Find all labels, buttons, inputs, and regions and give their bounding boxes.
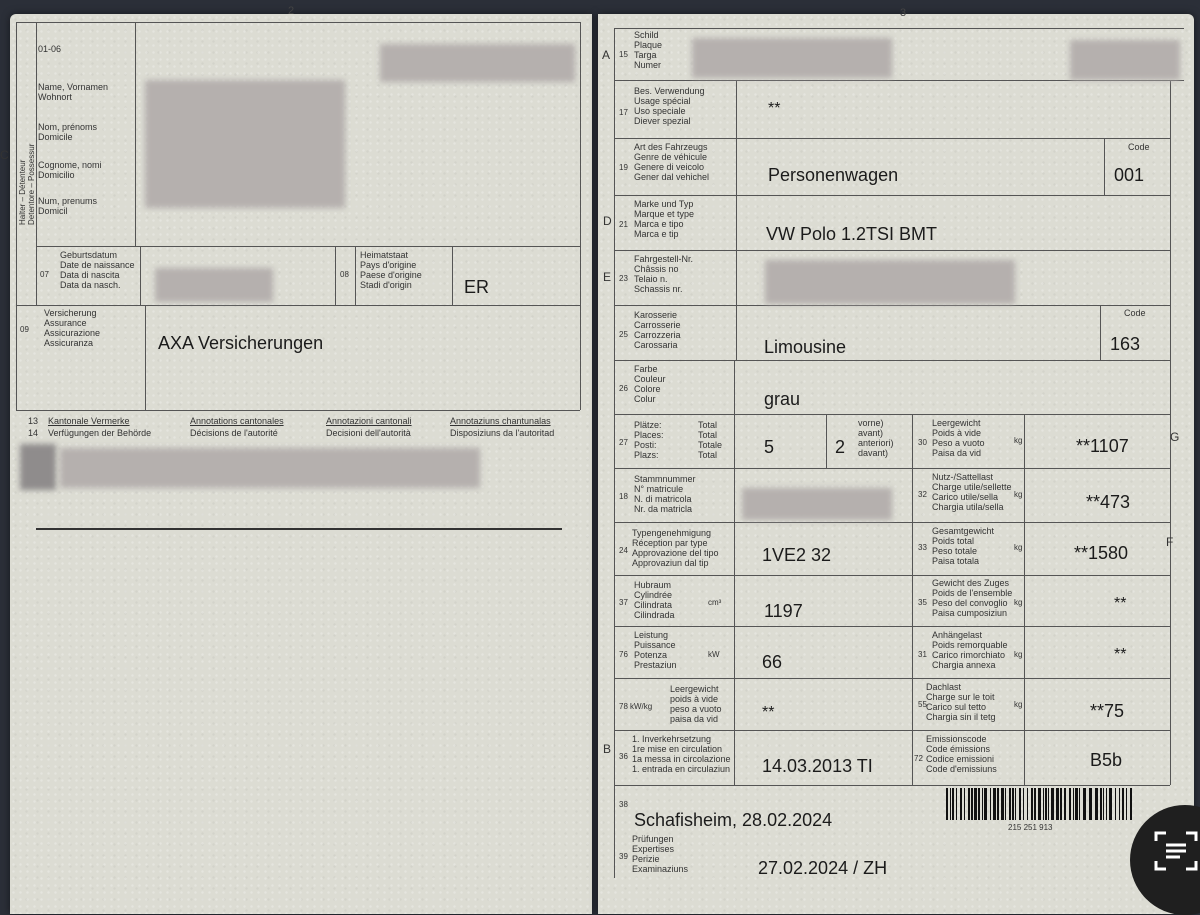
roof-load-value: **75 <box>1090 701 1125 721</box>
remarks-de-1: Kantonale Vermerke <box>48 416 130 426</box>
margin-letter-g: G <box>1170 430 1180 444</box>
rule <box>355 246 356 305</box>
barcode-bar <box>1027 788 1028 820</box>
barcode-bar <box>1089 788 1092 820</box>
barcode-bar <box>1095 788 1098 820</box>
barcode-bar <box>1048 788 1049 820</box>
remarks-de-2: Verfügungen der Behörde <box>48 428 152 438</box>
barcode-bar <box>1005 788 1006 820</box>
rule <box>452 246 453 305</box>
displacement-unit: cm³ <box>708 598 722 607</box>
plate-num: 15 <box>619 50 628 59</box>
rule <box>614 575 1170 576</box>
margin-letter-c: C <box>0 148 9 162</box>
barcode <box>946 788 1134 822</box>
rule <box>36 246 580 247</box>
emission-label: Emissionscode Code émissions Codice emissioni Code d'emissiuns <box>926 734 997 774</box>
roof-load-label: Dachlast Charge sur le toit Carico sul tetto Chargia sin il tetg <box>926 682 996 722</box>
rule <box>614 250 1170 251</box>
body-value: Limousine <box>764 337 847 357</box>
special-use-num: 17 <box>619 108 628 117</box>
power-unit: kW <box>708 650 720 659</box>
margin-letter-d: D <box>603 214 612 228</box>
rule <box>140 246 141 305</box>
inspections-num: 39 <box>619 852 628 861</box>
barcode-bar <box>950 788 951 820</box>
barcode-bar <box>1060 788 1062 820</box>
rule <box>736 80 737 360</box>
barcode-bar <box>1069 788 1071 820</box>
body-label: Karosserie Carrosserie Carrozzeria Carossaria <box>634 310 681 350</box>
rule <box>614 305 1170 306</box>
redacted-block <box>765 260 1015 304</box>
type-approval-value: 1VE2 32 <box>762 545 832 565</box>
vehicle-type-code-label: Code <box>1128 142 1150 152</box>
rule <box>826 414 827 468</box>
payload-num: 32 <box>918 490 927 499</box>
barcode-bar <box>968 788 970 820</box>
displacement-value: 1197 <box>764 601 803 621</box>
rule <box>580 22 581 410</box>
barcode-bar <box>952 788 954 820</box>
seats-num: 27 <box>619 438 628 447</box>
power-weight-value: ** <box>762 704 775 721</box>
issue-num: 38 <box>619 800 628 809</box>
power-weight-label: Leergewicht poids à vide peso a vuoto paisa da vid <box>670 684 722 724</box>
page-number-right: 3 <box>900 7 907 19</box>
rule <box>16 22 17 410</box>
origin-value: ER <box>464 277 490 297</box>
rule <box>614 360 1170 361</box>
rule <box>614 626 1170 627</box>
birth-label: Geburtsdatum Date de naissance Data di nascita Data da nasch. <box>60 250 135 290</box>
rule <box>614 730 1170 731</box>
rule <box>734 360 735 785</box>
rule <box>614 28 615 878</box>
barcode-bar <box>984 788 987 820</box>
remarks-it-2: Decisioni dell'autorità <box>326 428 411 438</box>
barcode-bar <box>1009 788 1011 820</box>
barcode-bar <box>1126 788 1127 820</box>
barcode-bar <box>1109 788 1112 820</box>
roof-load-num: 55 <box>918 700 927 709</box>
barcode-bar <box>956 788 957 820</box>
empty-weight-unit: kg <box>1014 436 1023 445</box>
trailer-load-label: Anhängelast Poids remorquable Carico rimorchiato Chargia annexa <box>932 630 1008 670</box>
holder-range: 01-06 <box>38 44 62 54</box>
empty-weight-label: Leergewicht Poids à vide Peso a vuoto Paisa da vid <box>932 418 985 458</box>
remarks-fr-2: Décisions de l'autorité <box>190 428 278 438</box>
barcode-bar <box>1106 788 1107 820</box>
seats-front-label: vorne) avant) anteriori) davant) <box>858 418 894 458</box>
barcode-bar <box>1115 788 1116 820</box>
total-weight-value: **1580 <box>1074 543 1129 563</box>
power-label: Leistung Puissance Potenza Prestaziun <box>634 630 677 670</box>
vehicle-type-code: 001 <box>1114 165 1145 185</box>
signature-line <box>36 528 562 530</box>
redacted-block <box>380 44 575 82</box>
trailer-load-value: ** <box>1114 646 1127 663</box>
displacement-num: 37 <box>619 598 628 607</box>
barcode-bar <box>1051 788 1054 820</box>
total-weight-num: 33 <box>918 543 927 552</box>
insurance-label: Versicherung Assurance Assicurazione Assicuranza <box>44 308 101 348</box>
rule <box>614 522 1170 523</box>
displacement-label: Hubraum Cylindrée Cilindrata Cilindrada <box>634 580 675 620</box>
power-weight-unit: kW/kg <box>630 702 653 711</box>
rule <box>1024 414 1025 785</box>
barcode-bar <box>1056 788 1059 820</box>
holder-name-label: Name, Vornamen Wohnort <box>38 82 109 102</box>
barcode-bar <box>1001 788 1004 820</box>
redacted-block <box>742 488 892 520</box>
rule <box>16 410 580 411</box>
holder-side-label: Halter – Détenteur Detentore – Possessur <box>18 143 36 225</box>
barcode-bar <box>971 788 973 820</box>
barcode-bar <box>982 788 983 820</box>
barcode-bar <box>1012 788 1014 820</box>
chassis-num: 23 <box>619 274 628 283</box>
origin-label: Heimatstaat Pays d'origine Paese d'origine Stadi d'origin <box>360 250 422 290</box>
payload-value: **473 <box>1086 492 1131 512</box>
remarks-fr-1: Annotations cantonales <box>190 416 284 426</box>
margin-letter-e: E <box>603 270 612 284</box>
birth-num: 07 <box>40 270 49 279</box>
barcode-bar <box>990 788 991 820</box>
seats-total: 5 <box>764 437 775 457</box>
body-code: 163 <box>1110 334 1141 354</box>
body-num: 25 <box>619 330 628 339</box>
barcode-bar <box>1079 788 1080 820</box>
barcode-bar <box>1075 788 1078 820</box>
train-weight-num: 35 <box>918 598 927 607</box>
barcode-bar <box>1019 788 1021 820</box>
barcode-bar <box>1100 788 1102 820</box>
rule <box>614 195 1170 196</box>
first-reg-num: 36 <box>619 752 628 761</box>
power-value: 66 <box>762 652 783 672</box>
payload-unit: kg <box>1014 490 1023 499</box>
insurance-num: 09 <box>20 325 29 334</box>
color-value: grau <box>764 389 801 409</box>
holder-name-rm: Num, prenums Domicil <box>38 196 98 216</box>
barcode-bar <box>1103 788 1104 820</box>
margin-letter-f: F <box>1166 535 1174 549</box>
barcode-bar <box>1045 788 1047 820</box>
rule <box>614 28 1184 29</box>
vehicle-type-label: Art des Fahrzeugs Genre de véhicule Genere di veicolo Gener dal vehichel <box>634 142 710 182</box>
make-num: 21 <box>619 220 628 229</box>
barcode-bar <box>1015 788 1016 820</box>
barcode-bar <box>1073 788 1074 820</box>
rule <box>1104 138 1105 195</box>
rule <box>335 246 336 305</box>
master-no-num: 18 <box>619 492 628 501</box>
inspections-label: Prüfungen Expertises Perizie Examinaziuns <box>632 834 689 874</box>
barcode-bar <box>1130 788 1132 820</box>
redacted-block <box>155 268 273 302</box>
roof-load-unit: kg <box>1014 700 1023 709</box>
remarks-num-2: 14 <box>28 428 39 438</box>
barcode-bar <box>1034 788 1036 820</box>
rule <box>912 414 913 785</box>
origin-num: 08 <box>340 270 349 279</box>
seats-front: 2 <box>835 437 846 457</box>
rule <box>1100 305 1101 360</box>
first-reg-label: 1. Inverkehrsetzung 1re mise en circulation 1a messa in circolazione 1. entrada en circulaziun <box>632 734 731 774</box>
power-weight-num: 78 <box>619 702 628 711</box>
remarks-it-1: Annotazioni cantonali <box>326 416 412 426</box>
barcode-bar <box>1043 788 1044 820</box>
rule <box>614 414 1170 415</box>
barcode-bar <box>960 788 962 820</box>
barcode-bar <box>1064 788 1066 820</box>
rule <box>614 138 1170 139</box>
payload-label: Nutz-/Sattellast Charge utile/sellette Carico utile/sella Chargia utila/sella <box>932 472 1012 512</box>
rule <box>16 22 580 23</box>
type-approval-num: 24 <box>619 546 628 555</box>
barcode-bar <box>1023 788 1024 820</box>
barcode-bar <box>946 788 948 820</box>
barcode-bar <box>1038 788 1041 820</box>
seats-total-label: Total Total Totale Total <box>698 420 723 460</box>
redacted-block <box>145 80 345 208</box>
redacted-block <box>692 38 892 78</box>
barcode-bar <box>1119 788 1120 820</box>
make-label: Marke und Typ Marque et type Marca e tipo Marca e tip <box>634 199 695 239</box>
holder-name-fr: Nom, prénoms Domicile <box>38 122 98 142</box>
empty-weight-value: **1107 <box>1076 436 1129 456</box>
total-weight-unit: kg <box>1014 543 1023 552</box>
redacted-block <box>20 444 56 490</box>
page-number-left: 2 <box>288 5 295 17</box>
barcode-bar <box>978 788 980 820</box>
first-reg-value: 14.03.2013 TI <box>762 756 873 776</box>
rule <box>614 785 1170 786</box>
barcode-bar <box>964 788 965 820</box>
total-weight-label: Gesamtgewicht Poids total Peso totale Paisa totala <box>932 526 995 566</box>
trailer-load-unit: kg <box>1014 650 1023 659</box>
color-label: Farbe Couleur Colore Colur <box>634 364 666 404</box>
plate-label: Schild Plaque Targa Numer <box>634 30 663 70</box>
inspections-value: 27.02.2024 / ZH <box>758 858 888 878</box>
barcode-bar <box>993 788 996 820</box>
vehicle-type-num: 19 <box>619 163 628 172</box>
make-value: VW Polo 1.2TSI BMT <box>766 224 938 244</box>
remarks-rm-2: Disposiziuns da l'autoritad <box>450 428 555 438</box>
power-num: 76 <box>619 650 628 659</box>
train-weight-value: ** <box>1114 595 1127 612</box>
rule <box>614 468 1170 469</box>
rule <box>145 305 146 410</box>
scan-icon <box>1152 827 1200 875</box>
special-use-value: ** <box>768 100 781 117</box>
barcode-bar <box>1031 788 1033 820</box>
chassis-label: Fahrgestell-Nr. Châssis no Telaio n. Schassis nr. <box>634 254 694 294</box>
rule <box>614 80 1184 81</box>
rule <box>135 22 136 246</box>
barcode-bar <box>974 788 977 820</box>
empty-weight-num: 30 <box>918 438 927 447</box>
remarks-num-1: 13 <box>28 416 39 426</box>
barcode-bar <box>1083 788 1086 820</box>
train-weight-label: Gewicht des Zuges Poids de l'ensemble Peso del convoglio Paisa cumposiziun <box>932 578 1013 618</box>
insurance-value: AXA Versicherungen <box>158 333 324 353</box>
seats-label: Plätze: Places: Posti: Plazs: <box>634 420 664 460</box>
holder-name-it: Cognome, nomi Domicilio <box>38 160 102 180</box>
special-use-label: Bes. Verwendung Usage spécial Uso speciale Diever spezial <box>634 86 705 126</box>
rule <box>614 678 1170 679</box>
margin-letter-a: A <box>602 48 611 62</box>
barcode-bar <box>997 788 999 820</box>
emission-value: B5b <box>1090 750 1123 770</box>
body-code-label: Code <box>1124 308 1146 318</box>
emission-num: 72 <box>914 754 923 763</box>
rule <box>16 305 580 306</box>
color-num: 26 <box>619 384 628 393</box>
redacted-block <box>60 448 480 488</box>
margin-letter-b: B <box>603 742 612 756</box>
remarks-rm-1: Annotaziuns chantunalas <box>450 416 551 426</box>
vehicle-type-value: Personenwagen <box>768 165 899 185</box>
barcode-bar <box>1122 788 1124 820</box>
type-approval-label: Typengenehmigung Réception par type Approvazione del tipo Approvaziun dal tip <box>632 528 719 568</box>
trailer-load-num: 31 <box>918 650 927 659</box>
redacted-block <box>1070 40 1180 80</box>
rule <box>36 22 37 305</box>
master-no-label: Stammnummer N° matricule N. di matricola Nr. da matricla <box>634 474 696 514</box>
barcode-number: 215 251 913 <box>1008 823 1053 832</box>
issue-value: Schafisheim, 28.02.2024 <box>634 810 833 830</box>
train-weight-unit: kg <box>1014 598 1023 607</box>
